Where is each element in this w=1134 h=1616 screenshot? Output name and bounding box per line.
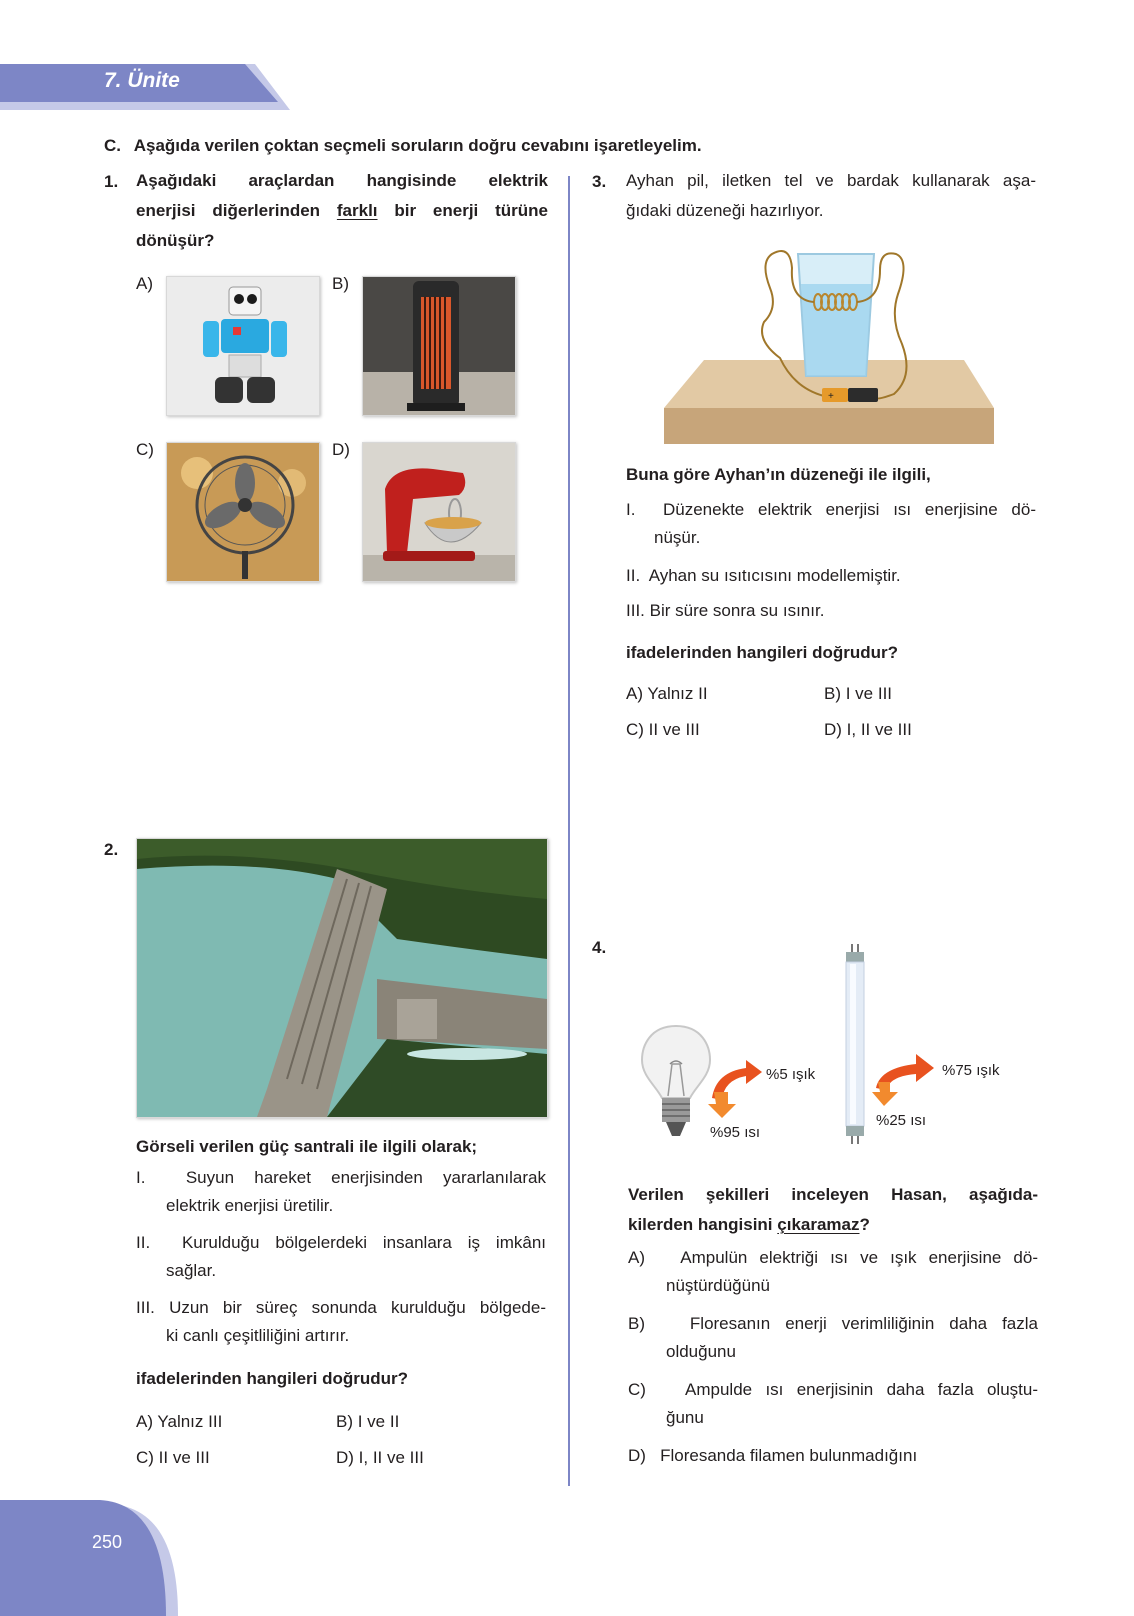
q4-stem-line1: Verilen şekilleri inceleyen Hasan, aşağıda- (628, 1185, 1038, 1204)
q1-stem-line3: dönüşür? (136, 231, 215, 250)
page-number: 250 (92, 1532, 123, 1552)
column-divider (568, 176, 570, 1486)
q4-stem (628, 1180, 1038, 1240)
q1-option-a-letter[interactable]: A) (136, 274, 153, 293)
q3-statement-3: III. Bir süre sonra su ısınır. (626, 601, 825, 620)
water-heater-setup-icon (664, 248, 998, 446)
page-number-badge (0, 1500, 190, 1616)
q2-number: 2. (104, 840, 119, 859)
q3-stem-line2: ğıdaki düzeneği hazırlıyor. (626, 201, 824, 220)
q4-emphasis: çıkaramaz (777, 1215, 860, 1234)
heater-icon[interactable] (362, 276, 516, 416)
q3-question-stem: Buna göre Ayhan’ın düzeneği ile ilgili, (626, 465, 931, 484)
q4-number: 4. (592, 938, 607, 957)
section-letter: C. (104, 136, 121, 155)
robot-icon[interactable] (166, 276, 320, 416)
q3-statement-2-num: II. (626, 566, 641, 585)
q2-stem: Görseli verilen güç santrali ile ilgili olarak; (136, 1137, 478, 1156)
bulb-heat-percent: %95 ısı (710, 1124, 761, 1141)
q2-option-b[interactable]: B) I ve II (336, 1412, 400, 1431)
q2-statement-1: I. Suyun hareket enerjisinden yararlanılarak elektrik enerjisi üretilir. (136, 1168, 546, 1215)
q4-option-a-letter: A) (628, 1248, 645, 1267)
section-instruction (104, 136, 702, 156)
q4-option-d-letter: D) (628, 1446, 646, 1465)
q2-statement-2: II. Kurulduğu bölgelerdeki insanlara iş imkânı sağlar. (136, 1233, 547, 1280)
q2-option-d[interactable]: D) I, II ve III (336, 1448, 424, 1467)
q1-option-b-letter[interactable]: B) (332, 274, 349, 293)
q2-statement-3: III. Uzun bir süreç sonunda kurulduğu bölgede- ki canlı çeşitliliğini artırır. (136, 1298, 546, 1345)
fluorescent-heat-percent: %25 ısı (876, 1112, 927, 1129)
q2-option-a[interactable]: A) Yalnız III (136, 1412, 223, 1431)
q3-statement-1: I. Düzenekte elektrik enerjisi ısı enerjisine dö- nüşür. (626, 500, 1036, 547)
q2-statement-3-num: III. (136, 1298, 155, 1317)
q3-stem (626, 166, 1036, 226)
q1-number: 1. (104, 172, 119, 191)
q4-option-a[interactable]: A) Ampulün elektriği ısı ve ışık enerjisine dö- nüştürdüğünü (628, 1248, 1039, 1295)
q3-option-c[interactable]: C) II ve III (626, 720, 700, 739)
q1-stem (136, 166, 548, 256)
light-bulb-icon (640, 1024, 712, 1142)
q3-option-a[interactable]: A) Yalnız II (626, 684, 708, 703)
q2-option-c[interactable]: C) II ve III (136, 1448, 210, 1467)
q1-option-d-letter[interactable]: D) (332, 440, 350, 459)
q3-statement-1-num: I. (626, 500, 636, 519)
svg-text:+: + (828, 391, 834, 402)
unit-title: 7. Ünite (104, 69, 180, 92)
mixer-icon[interactable] (362, 442, 516, 582)
q3-stem-line1: Ayhan pil, iletken tel ve bardak kullanarak aşa- (626, 171, 1036, 190)
fluorescent-tube-icon (842, 944, 868, 1144)
dam-icon[interactable] (136, 838, 548, 1118)
q4-option-d[interactable]: D) Floresanda filamen bulunmadığını (628, 1446, 918, 1465)
q4-option-c-letter: C) (628, 1380, 646, 1399)
q3-question: ifadelerinden hangileri doğrudur? (626, 643, 899, 662)
q3-number: 3. (592, 172, 607, 191)
q2-question: ifadelerinden hangileri doğrudur? (136, 1369, 409, 1388)
fluorescent-energy-arrows (872, 1052, 938, 1108)
q2-statement-2-num: II. (136, 1233, 151, 1252)
q3-statement-2: II. Ayhan su ısıtıcısını modellemiştir. (626, 566, 901, 585)
bulb-light-percent: %5 ışık (766, 1066, 816, 1083)
q1-stem-line2: enerjisi diğerlerinden farklı bir enerji türüne (136, 201, 548, 220)
q4-option-b-letter: B) (628, 1314, 645, 1333)
q4-stem-line2: kilerden hangisini çıkaramaz? (628, 1215, 870, 1234)
q2-statement-1-num: I. (136, 1168, 146, 1187)
q3-statement-3-num: III. (626, 601, 645, 620)
fluorescent-light-percent: %75 ışık (942, 1062, 1000, 1079)
q3-option-b[interactable]: B) I ve III (824, 684, 893, 703)
q1-emphasis: farklı (336, 201, 378, 220)
q4-option-b[interactable]: B) Floresanın enerji verimliliğinin daha fazla olduğunu (628, 1314, 1038, 1361)
q1-stem-line1: Aşağıdaki araçlardan hangisinde elektrik (136, 171, 548, 190)
bulb-energy-arrows (706, 1058, 766, 1120)
section-text: Aşağıda verilen çoktan seçmeli soruların doğru cevabını işaretleyelim. (133, 136, 702, 155)
q4-option-c[interactable]: C) Ampulde ısı enerjisinin daha fazla oluştu- ğunu (628, 1380, 1039, 1427)
q1-option-c-letter[interactable]: C) (136, 440, 154, 459)
q3-option-d[interactable]: D) I, II ve III (824, 720, 912, 739)
fan-icon[interactable] (166, 442, 320, 582)
